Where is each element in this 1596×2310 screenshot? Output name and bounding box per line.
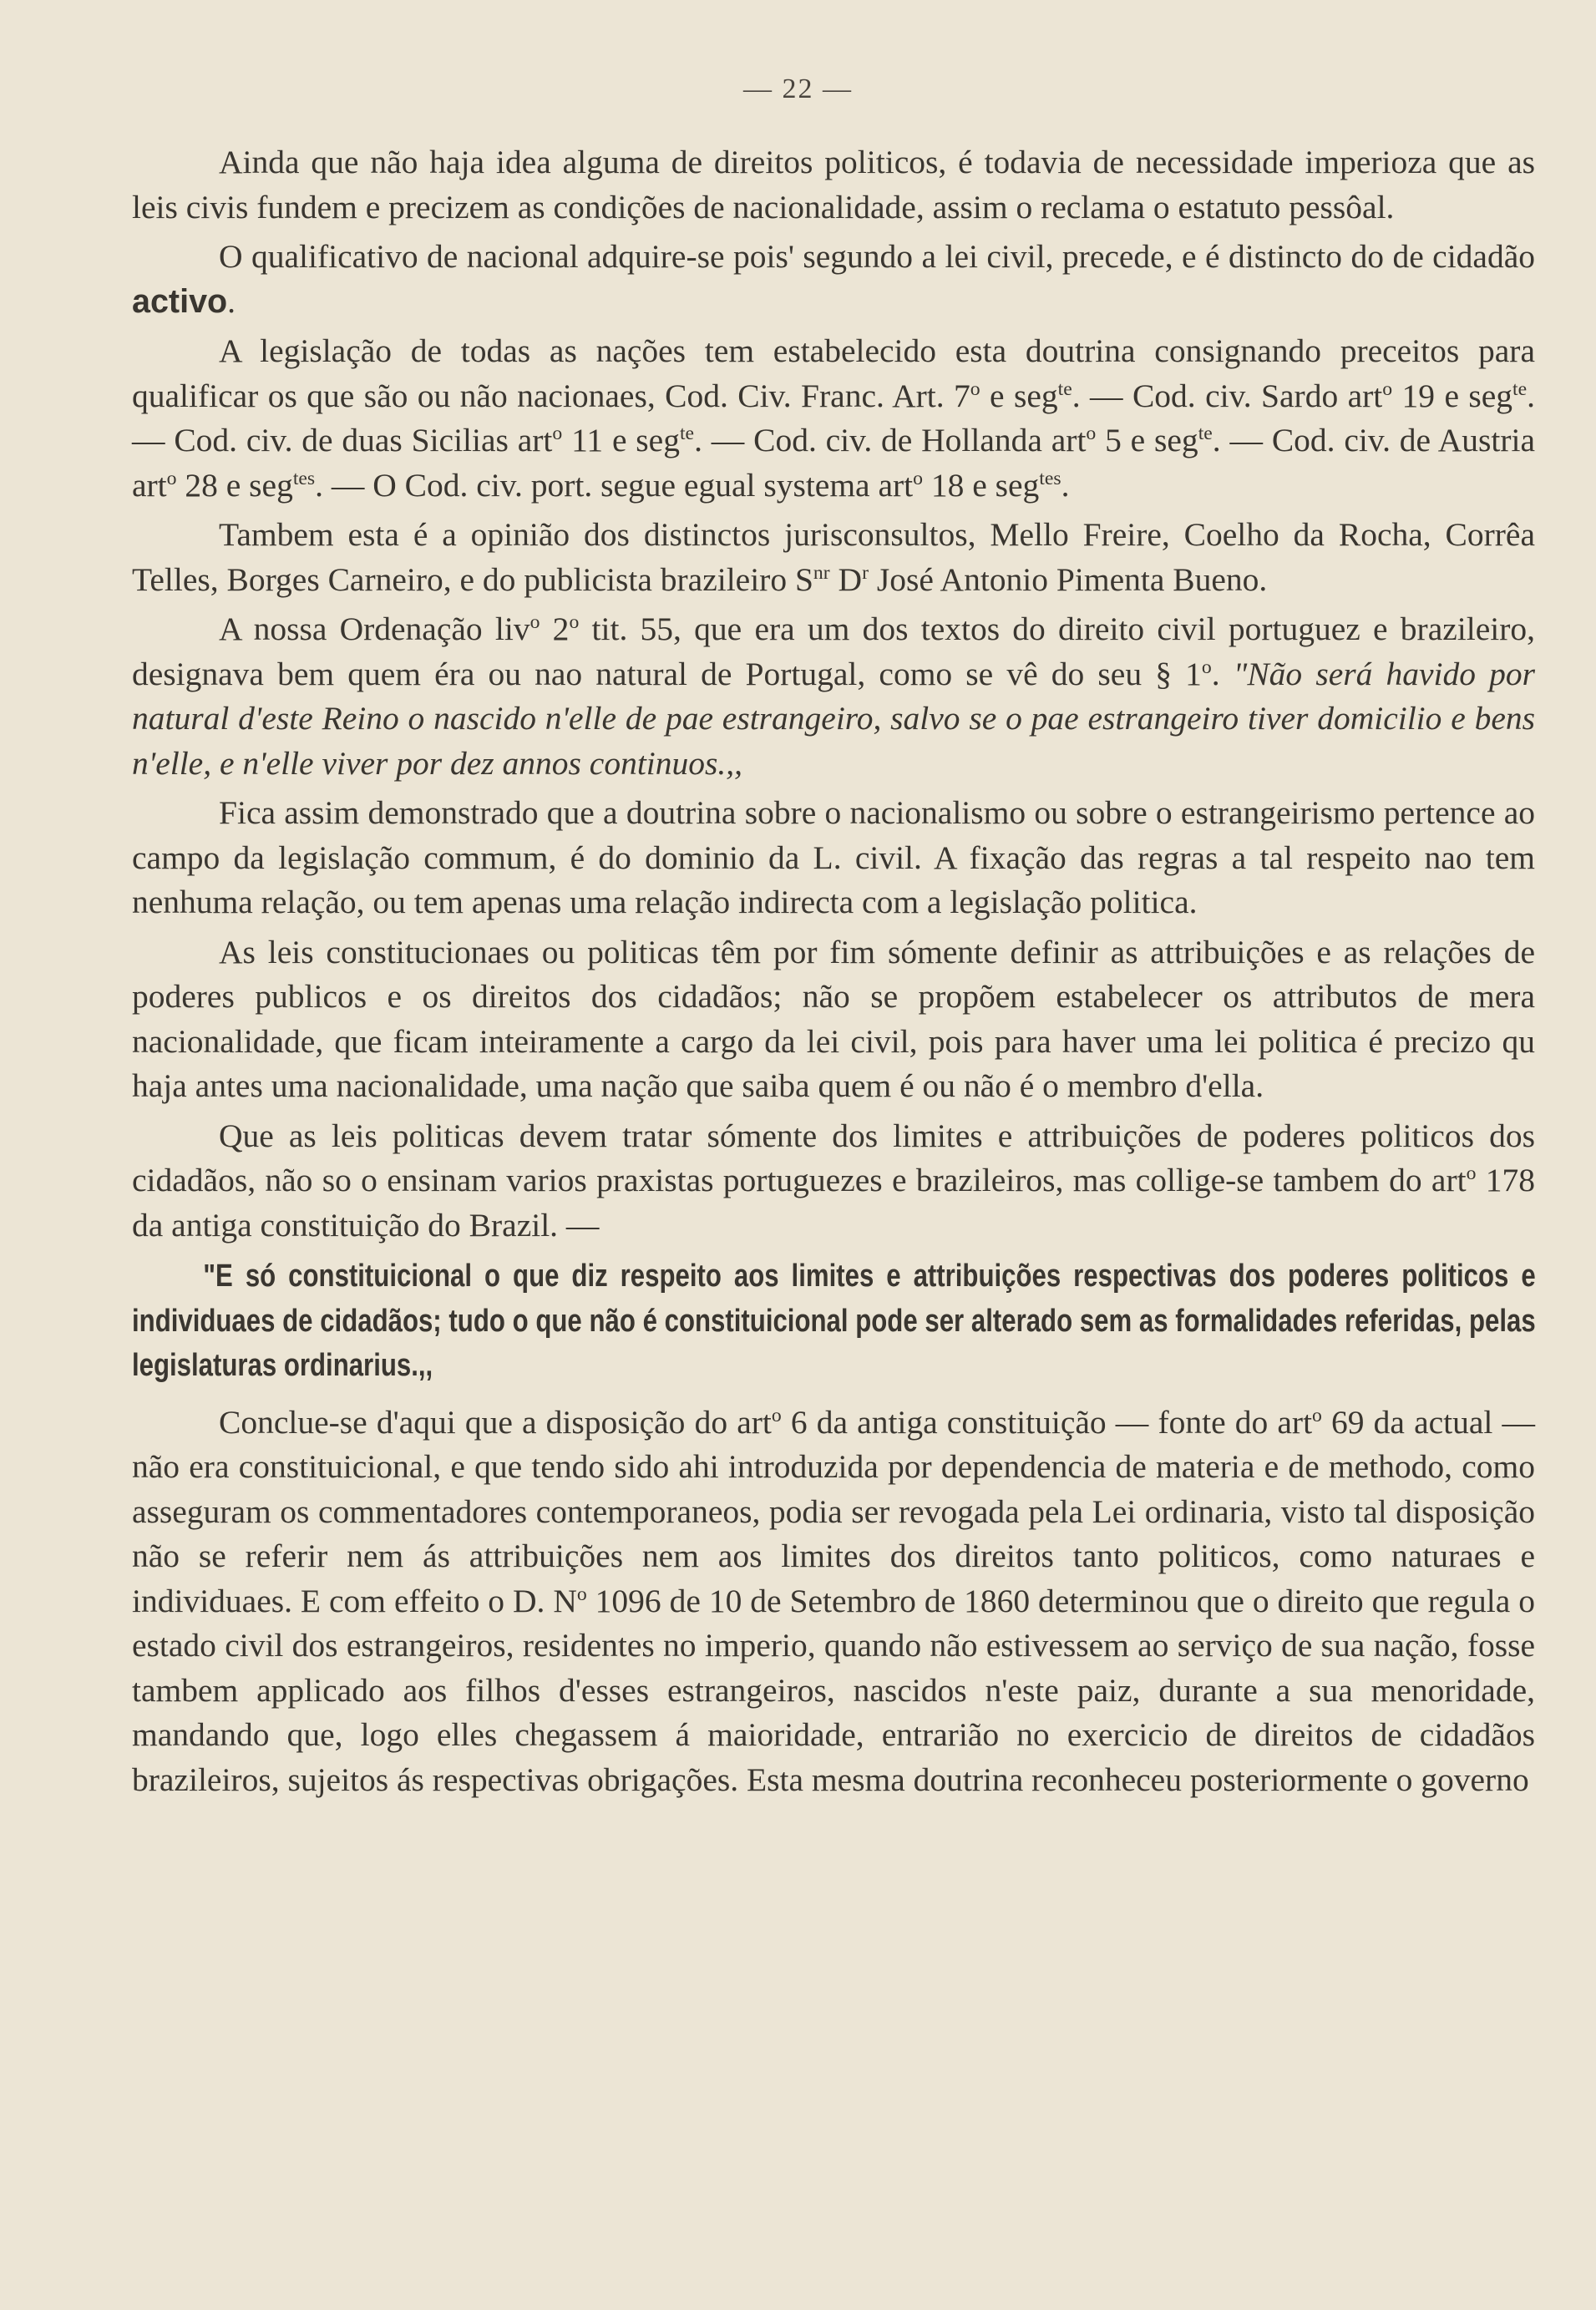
superscript: te	[1057, 377, 1072, 400]
paragraph-text: José Antonio Pimenta Bueno.	[868, 560, 1268, 598]
superscript: tes	[292, 467, 316, 489]
paragraph-text: .	[227, 282, 236, 320]
superscript: o	[771, 1404, 782, 1426]
superscript: o	[1312, 1404, 1322, 1426]
page-number: — 22 —	[743, 73, 853, 104]
paragraph-text: . — Cod. civ. de Hollanda art	[694, 422, 1087, 458]
superscript: o	[569, 610, 580, 633]
superscript: o	[970, 377, 980, 400]
paragraph-text: Conclue-se d'aqui que a disposição do art	[219, 1403, 772, 1441]
body-text	[132, 140, 1535, 1807]
superscript: te	[1198, 422, 1213, 444]
paragraph-3	[132, 329, 1535, 508]
paragraph-2	[132, 235, 1535, 324]
paragraph-text: A nossa Ordenação liv	[219, 610, 530, 647]
superscript: o	[166, 467, 177, 489]
paragraph-text: 28 e seg	[176, 466, 293, 504]
superscript: tes	[1039, 467, 1061, 489]
paragraph-text: Tambem esta é a opinião dos distinctos jurisconsultos, Mello Freire, Coelho da Rocha, Corrêa Telles, Borges Carneiro, e do publicista brazileiro S	[132, 516, 1535, 598]
paragraph-text: 1096 de 10 de Setembro de 1860 determinou que o direito que regula o estado civil dos estrangeiros, residentes no imperio, quando não estivessem ao serviço de sua nação, fosse tambem applicado aos filhos d'esses estrangeiros, nascidos n'este paiz, durante a sua menoridade, mandando que, logo elles chegassem á maioridade, entrarião no exercicio de direitos de cidadãos brazileiros, sujeitos ás respectivas obrigações. Esta mesma doutrina reconheceu posteriormente o governo	[132, 1582, 1535, 1798]
superscript: o	[1086, 422, 1097, 444]
quotation-text: "E só constituicional o que diz respeito aos limites e attribuições respectivas dos poderes politicos e individuaes de cidadãos; tudo o que não é constituicional pode ser alterado sem as formalidades referidas, pelas legislaturas ordinarius.,,	[132, 1259, 1536, 1383]
paragraph-text: As leis constitucionaes ou politicas têm por fim sómente definir as attribuições e as relações de poderes publicos e os direitos dos cidadãos; não se propõem estabelecer os attributos de mera nacionalidade, que ficam inteiramente a cargo da lei civil, pois para haver uma lei politica é precizo qu haja antes uma nacionalidade, uma nação que saiba quem é ou não é o membro d'ella.	[132, 933, 1535, 1104]
paragraph-text: Ainda que não haja idea alguma de direitos politicos, é todavia de necessidade imperioza que as leis civis fundem e precizem as condições de nacionalidade, assim o reclama o estatuto pessôal.	[132, 144, 1535, 225]
superscript: nr	[813, 561, 830, 584]
paragraph-text: 18 e seg	[922, 466, 1040, 504]
paragraph-text: 178 da antiga constituição do Brazil. —	[132, 1162, 1535, 1244]
superscript: te	[679, 422, 695, 444]
paragraph-5	[132, 607, 1535, 786]
paragraph-10	[132, 1401, 1535, 1803]
superscript: te	[1512, 377, 1528, 400]
paragraph-text: . — Cod. civ. de duas Sicilias art	[132, 377, 1536, 458]
paragraph-text: .	[1061, 466, 1070, 504]
paragraph-text: 2	[540, 610, 570, 647]
paragraph-text: 6 da antiga constituição — fonte do art	[781, 1403, 1313, 1441]
superscript: o	[1382, 377, 1393, 400]
paragraph-6	[132, 791, 1535, 925]
paragraph-text: O qualificativo de nacional adquire-se pois' segundo a lei civil, precede, e é distincto do de cidadão	[219, 238, 1535, 275]
paragraph-text: 69 da actual — não era constituicional, e que tendo sido ahi introduzida por dependencia de materia e de methodo, como asseguram os commentadores contemporaneos, podia ser revogada pela Lei ordinaria, visto tal disposição não se referir nem ás attribuições nem aos limites dos direitos tanto politicos, como naturaes e individuaes. E com effeito o D. N	[132, 1403, 1536, 1619]
paragraph-text: D	[829, 560, 863, 598]
paragraph-7	[132, 930, 1535, 1109]
paragraph-text: A legislação de todas as nações tem estabelecido esta doutrina consignando preceitos para qualificar os que são ou não nacionaes, Cod. Civ. Franc. Art. 7	[132, 332, 1535, 414]
paragraph-text: 19 e seg	[1392, 377, 1513, 414]
superscript: o	[1466, 1162, 1477, 1184]
paragraph-text: . — Cod. civ. de Austria art	[132, 422, 1535, 504]
superscript: o	[552, 422, 563, 444]
paragraph-1	[132, 140, 1535, 230]
paragraph-text: 11 e seg	[562, 422, 680, 458]
paragraph-text: e seg	[980, 377, 1058, 414]
paragraph-4	[132, 513, 1535, 602]
superscript: o	[529, 610, 540, 633]
paragraph-text: 5 e seg	[1096, 422, 1198, 458]
paragraph-text: tit. 55, que era um dos textos do direito civil portuguez e brazileiro, designava bem quem éra ou nao natural de Portugal, como se vê do seu § 1	[132, 610, 1535, 692]
paragraph-text: Fica assim demonstrado que a doutrina sobre o nacionalismo ou sobre o estrangeirismo pertence ao campo da legislação commum, é do dominio da L. civil. A fixação das regras a tal respeito nao tem nenhuma relação, ou tem apenas uma relação indirecta com a legislação politica.	[132, 794, 1535, 920]
paragraph-text: . — O Cod. civ. port. segue egual systema art	[315, 466, 914, 504]
bold-word-activo: activo	[132, 282, 228, 320]
superscript: o	[913, 467, 923, 489]
paragraph-text: .	[1211, 655, 1234, 692]
paragraph-text: Que as leis politicas devem tratar sómente dos limites e attribuições de poderes politicos dos cidadãos, não so o ensinam varios praxistas portuguezes e brazileiros, mas collige-se tambem do art	[132, 1117, 1535, 1198]
italic-citation: "Não será havido por natural d'este Reino o nascido n'elle de pae estrangeiro, salvo se o pae estrangeiro tiver domicilio e bens n'elle, e n'elle viver por dez annos continuos.,,	[132, 655, 1536, 782]
paragraph-8	[132, 1114, 1535, 1249]
paragraph-text: . — Cod. civ. Sardo art	[1072, 377, 1383, 414]
superscript: o	[1201, 656, 1212, 678]
superscript: o	[576, 1583, 587, 1605]
superscript: r	[862, 561, 869, 584]
bold-quotation	[132, 1254, 1536, 1389]
